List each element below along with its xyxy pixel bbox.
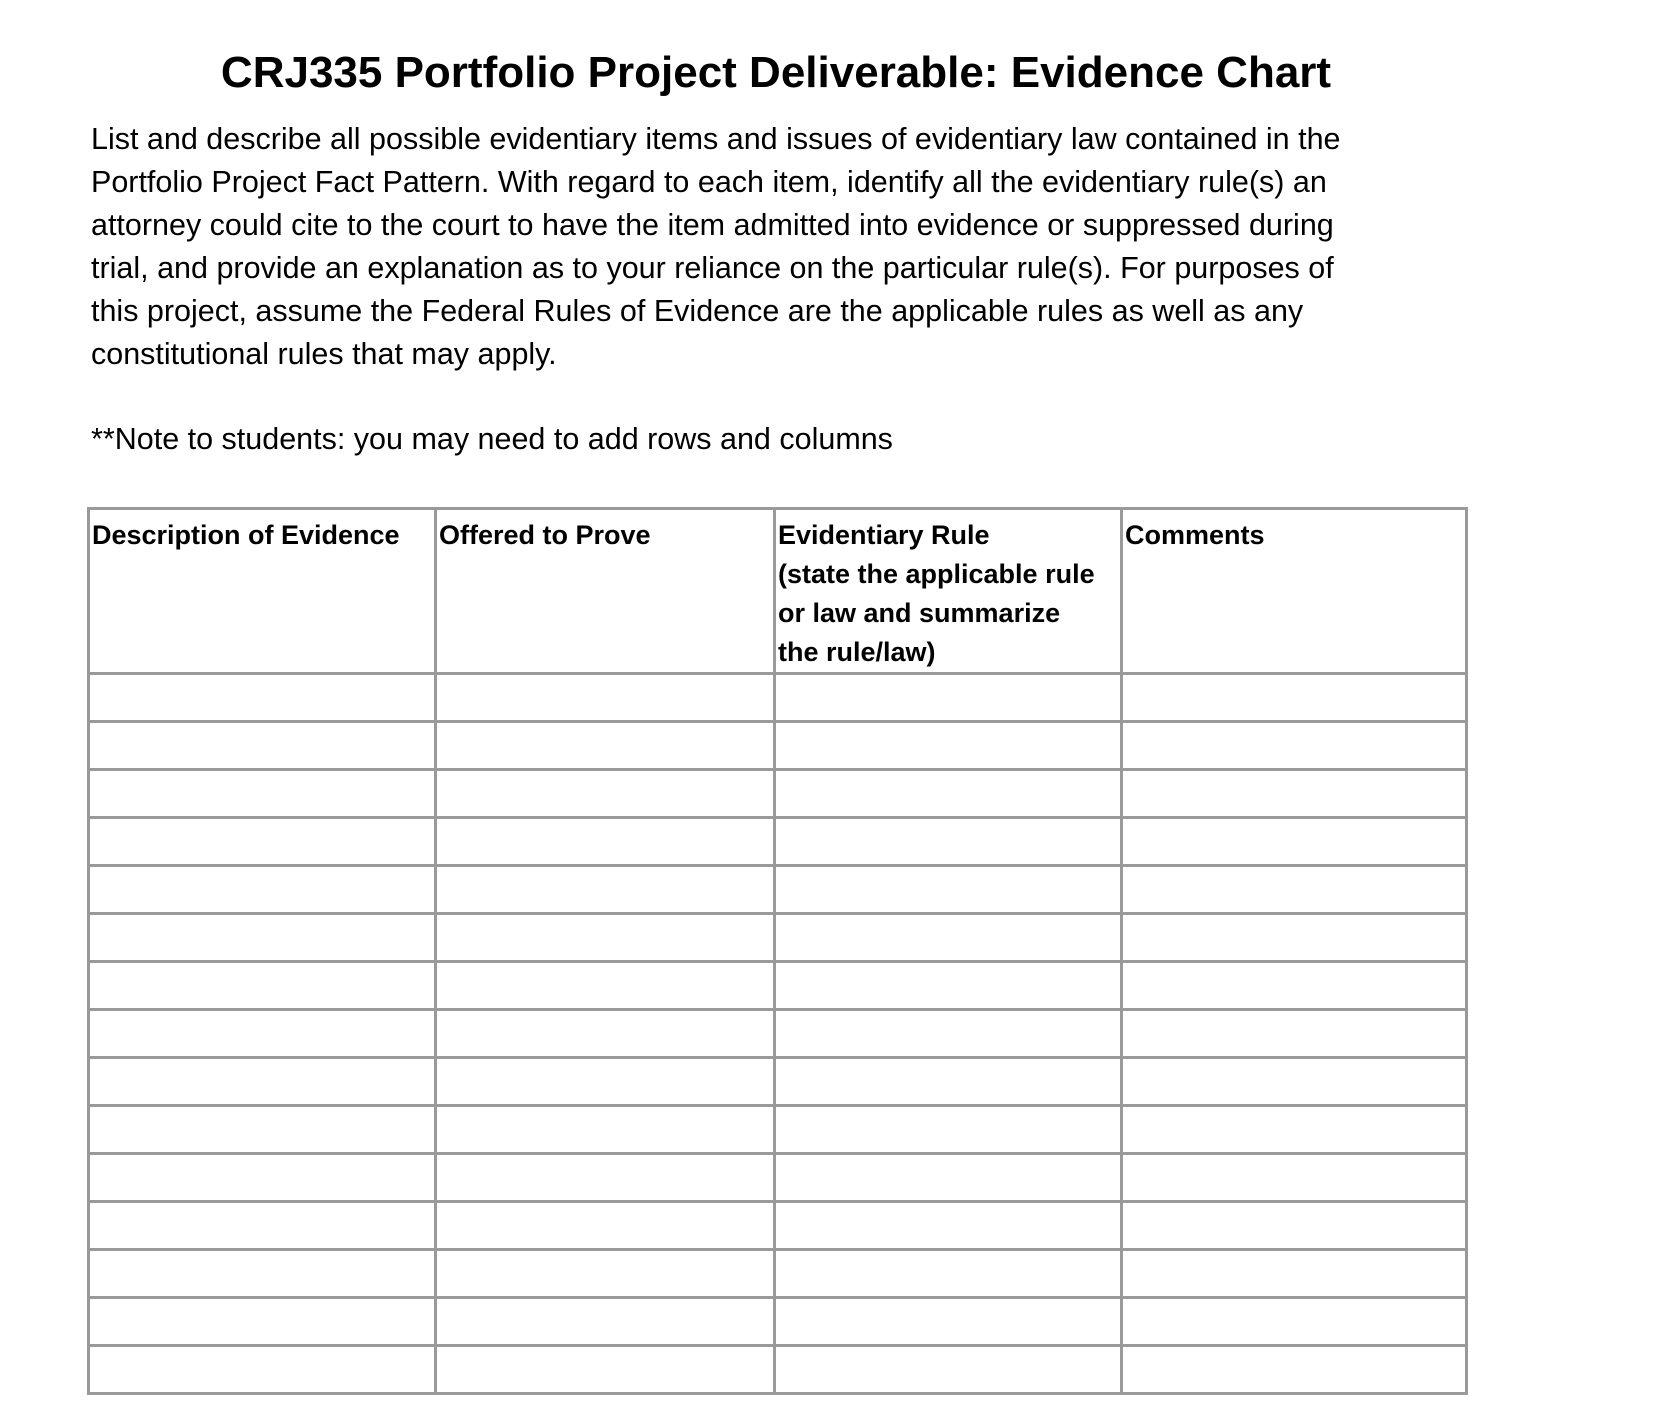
table-cell-evidentiary-rule[interactable]	[775, 1346, 1122, 1394]
table-cell-comments[interactable]	[1122, 1250, 1467, 1298]
table-cell-description[interactable]	[89, 722, 436, 770]
table-cell-offered-to-prove[interactable]	[436, 962, 775, 1010]
header-evidentiary-rule	[775, 509, 1122, 674]
table-cell-comments[interactable]	[1122, 770, 1467, 818]
header-label-line: or law and summarize	[778, 598, 1061, 628]
table-cell-comments[interactable]	[1122, 1106, 1467, 1154]
table-cell-comments[interactable]	[1122, 722, 1467, 770]
table-cell-comments[interactable]	[1122, 818, 1467, 866]
header-label: Description of Evidence	[92, 520, 400, 550]
instructions-paragraph	[91, 118, 1491, 376]
table-cell-offered-to-prove[interactable]	[436, 1010, 775, 1058]
header-description-of-evidence	[89, 509, 436, 674]
table-row	[89, 1058, 1467, 1106]
table-cell-evidentiary-rule[interactable]	[775, 1250, 1122, 1298]
table-cell-evidentiary-rule[interactable]	[775, 1154, 1122, 1202]
header-label-line: (state the applicable rule	[778, 559, 1095, 589]
table-cell-evidentiary-rule[interactable]	[775, 1010, 1122, 1058]
table-cell-offered-to-prove[interactable]	[436, 1346, 775, 1394]
table-cell-comments[interactable]	[1122, 866, 1467, 914]
table-header-row	[89, 509, 1467, 674]
header-label: Comments	[1125, 520, 1265, 550]
table-cell-offered-to-prove[interactable]	[436, 770, 775, 818]
table-cell-evidentiary-rule[interactable]	[775, 818, 1122, 866]
header-label-line: the rule/law)	[778, 637, 936, 667]
table-cell-evidentiary-rule[interactable]	[775, 770, 1122, 818]
table-row	[89, 1250, 1467, 1298]
header-offered-to-prove	[436, 509, 775, 674]
table-cell-comments[interactable]	[1122, 914, 1467, 962]
instructions-line: constitutional rules that may apply.	[91, 337, 557, 371]
table-cell-evidentiary-rule[interactable]	[775, 1298, 1122, 1346]
table-cell-comments[interactable]	[1122, 1298, 1467, 1346]
table-cell-evidentiary-rule[interactable]	[775, 1106, 1122, 1154]
table-cell-comments[interactable]	[1122, 1154, 1467, 1202]
table-cell-evidentiary-rule[interactable]	[775, 962, 1122, 1010]
header-label: Offered to Prove	[439, 520, 651, 550]
table-cell-evidentiary-rule[interactable]	[775, 866, 1122, 914]
table-cell-offered-to-prove[interactable]	[436, 674, 775, 722]
table-cell-offered-to-prove[interactable]	[436, 1250, 775, 1298]
instructions-line: attorney could cite to the court to have the item admitted into evidence or suppressed during	[91, 208, 1334, 242]
table-row	[89, 722, 1467, 770]
instructions-line: Portfolio Project Fact Pattern. With regard to each item, identify all the evidentiary rule(s) an	[91, 165, 1327, 199]
table-cell-evidentiary-rule[interactable]	[775, 722, 1122, 770]
header-label-line: Evidentiary Rule	[778, 520, 990, 550]
table-cell-description[interactable]	[89, 1154, 436, 1202]
table-row	[89, 674, 1467, 722]
table-cell-description[interactable]	[89, 1298, 436, 1346]
instructions-line: this project, assume the Federal Rules of Evidence are the applicable rules as well as any	[91, 294, 1304, 328]
table-cell-offered-to-prove[interactable]	[436, 1154, 775, 1202]
table-cell-evidentiary-rule[interactable]	[775, 1202, 1122, 1250]
table-cell-description[interactable]	[89, 1106, 436, 1154]
table-cell-description[interactable]	[89, 1346, 436, 1394]
evidence-chart-table	[87, 507, 1468, 1395]
table-cell-comments[interactable]	[1122, 674, 1467, 722]
table-cell-offered-to-prove[interactable]	[436, 722, 775, 770]
table-row	[89, 914, 1467, 962]
table-cell-offered-to-prove[interactable]	[436, 866, 775, 914]
header-comments	[1122, 509, 1467, 674]
table-cell-description[interactable]	[89, 914, 436, 962]
instructions-line: trial, and provide an explanation as to your reliance on the particular rule(s). For purposes of	[91, 251, 1334, 285]
table-cell-comments[interactable]	[1122, 1058, 1467, 1106]
table-cell-evidentiary-rule[interactable]	[775, 674, 1122, 722]
table-cell-offered-to-prove[interactable]	[436, 818, 775, 866]
table-cell-description[interactable]	[89, 674, 436, 722]
student-note: **Note to students: you may need to add rows and columns	[91, 422, 893, 456]
table-cell-offered-to-prove[interactable]	[436, 1058, 775, 1106]
table-cell-description[interactable]	[89, 1202, 436, 1250]
instructions-line: List and describe all possible evidentiary items and issues of evidentiary law contained in the	[91, 122, 1341, 156]
table-cell-description[interactable]	[89, 866, 436, 914]
table-cell-description[interactable]	[89, 770, 436, 818]
table-row	[89, 962, 1467, 1010]
table-cell-offered-to-prove[interactable]	[436, 914, 775, 962]
table-row	[89, 1154, 1467, 1202]
table-row	[89, 1298, 1467, 1346]
table-cell-description[interactable]	[89, 962, 436, 1010]
table-row	[89, 866, 1467, 914]
table-body	[89, 674, 1467, 1394]
table-cell-comments[interactable]	[1122, 1010, 1467, 1058]
table-cell-description[interactable]	[89, 818, 436, 866]
table-cell-comments[interactable]	[1122, 1346, 1467, 1394]
table-cell-description[interactable]	[89, 1010, 436, 1058]
table-row	[89, 770, 1467, 818]
table-cell-comments[interactable]	[1122, 962, 1467, 1010]
table-cell-description[interactable]	[89, 1250, 436, 1298]
table-cell-offered-to-prove[interactable]	[436, 1298, 775, 1346]
table-row	[89, 818, 1467, 866]
table-row	[89, 1346, 1467, 1394]
table-cell-evidentiary-rule[interactable]	[775, 914, 1122, 962]
table-row	[89, 1202, 1467, 1250]
table-cell-description[interactable]	[89, 1058, 436, 1106]
table-cell-comments[interactable]	[1122, 1202, 1467, 1250]
table-cell-offered-to-prove[interactable]	[436, 1202, 775, 1250]
table-cell-offered-to-prove[interactable]	[436, 1106, 775, 1154]
table-row	[89, 1106, 1467, 1154]
table-row	[89, 1010, 1467, 1058]
table-cell-evidentiary-rule[interactable]	[775, 1058, 1122, 1106]
page-title: CRJ335 Portfolio Project Deliverable: Evidence Chart	[220, 48, 1332, 98]
